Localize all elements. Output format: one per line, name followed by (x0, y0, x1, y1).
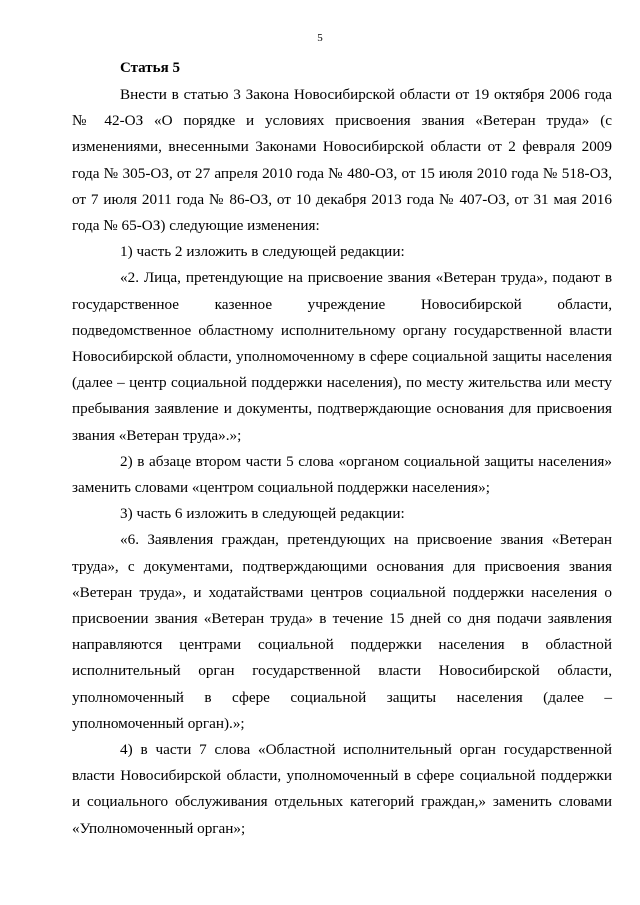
paragraph-line: звания «Ветеран труда».»; (72, 426, 242, 444)
paragraph-line: Новосибирской области, уполномоченному в сфере социальной защиты населения (72, 348, 612, 366)
paragraph (72, 449, 612, 501)
paragraph-line: уполномоченный в сфере социальной защиты населения (далее – (72, 688, 612, 706)
paragraph-line: (далее – центр социальной поддержки населения), по месту жительства или месту (72, 374, 612, 392)
paragraph (72, 82, 612, 239)
paragraph-line: «6. Заявления граждан, претендующих на присвоение звания «Ветеран (120, 531, 612, 549)
paragraph-line: № 42-ОЗ «О порядке и условиях присвоения звания «Ветеран труда» (с (72, 112, 612, 130)
page-number: 5 (317, 32, 323, 44)
paragraph (72, 501, 612, 527)
paragraph-line: «2. Лица, претендующие на присвоение звания «Ветеран труда», подают в (120, 269, 612, 287)
paragraph-line: «Уполномоченный орган»; (72, 819, 246, 837)
paragraph-line: пребывания заявление и документы, подтверждающие основания для присвоения (72, 400, 612, 418)
paragraph-line: подведомственное областному исполнительному органу государственной власти (72, 321, 612, 339)
paragraph-line: от 7 июля 2011 года № 86-ОЗ, от 10 декабря 2013 года № 407-ОЗ, от 31 мая 2016 (72, 190, 612, 208)
article-heading: Статья 5 (120, 60, 180, 76)
paragraph-line: направляются центрами социальной поддержки населения в областной (72, 636, 612, 654)
paragraph-line: 2) в абзаце втором части 5 слова «органом социальной защиты населения» (120, 452, 612, 470)
paragraph-line: 3) часть 6 изложить в следующей редакции: (120, 505, 405, 523)
paragraph (72, 527, 612, 737)
paragraph (72, 239, 612, 265)
paragraph-line: заменить словами «центром социальной поддержки населения»; (72, 479, 490, 497)
paragraph-line: 4) в части 7 слова «Областной исполнительный орган государственной (120, 741, 612, 759)
paragraph-line: уполномоченный орган).»; (72, 714, 245, 732)
paragraph-line: 1) часть 2 изложить в следующей редакции: (120, 243, 405, 261)
paragraph-line: года № 305-ОЗ, от 27 апреля 2010 года № 480-ОЗ, от 15 июля 2010 года № 518-ОЗ, (72, 164, 612, 182)
paragraph-line: «Ветеран труда», и ходатайствами центров социальной поддержки населения о (72, 583, 612, 601)
paragraph-line: государственное казенное учреждение Новосибирской области, (72, 295, 612, 313)
paragraph (72, 737, 612, 842)
paragraph-line: изменениями, внесенными Законами Новосибирской области от 2 февраля 2009 (72, 138, 612, 156)
paragraph-line: исполнительный орган государственной власти Новосибирской области, (72, 662, 612, 680)
paragraph-line: власти Новосибирской области, уполномоченный в сфере социальной поддержки (72, 767, 612, 785)
paragraph-line: присвоении звания «Ветеран труда» в течение 15 дней со дня подачи заявления (72, 610, 612, 628)
paragraph-line: труда», с документами, подтверждающими основания для присвоения звания (72, 557, 612, 575)
paragraph (72, 265, 612, 448)
paragraph-line: и социального обслуживания отдельных категорий граждан,» заменить словами (72, 793, 612, 811)
paragraph-line: года № 65-ОЗ) следующие изменения: (72, 217, 320, 235)
document-body (72, 82, 612, 842)
paragraph-line: Внести в статью 3 Закона Новосибирской области от 19 октября 2006 года (120, 86, 612, 103)
